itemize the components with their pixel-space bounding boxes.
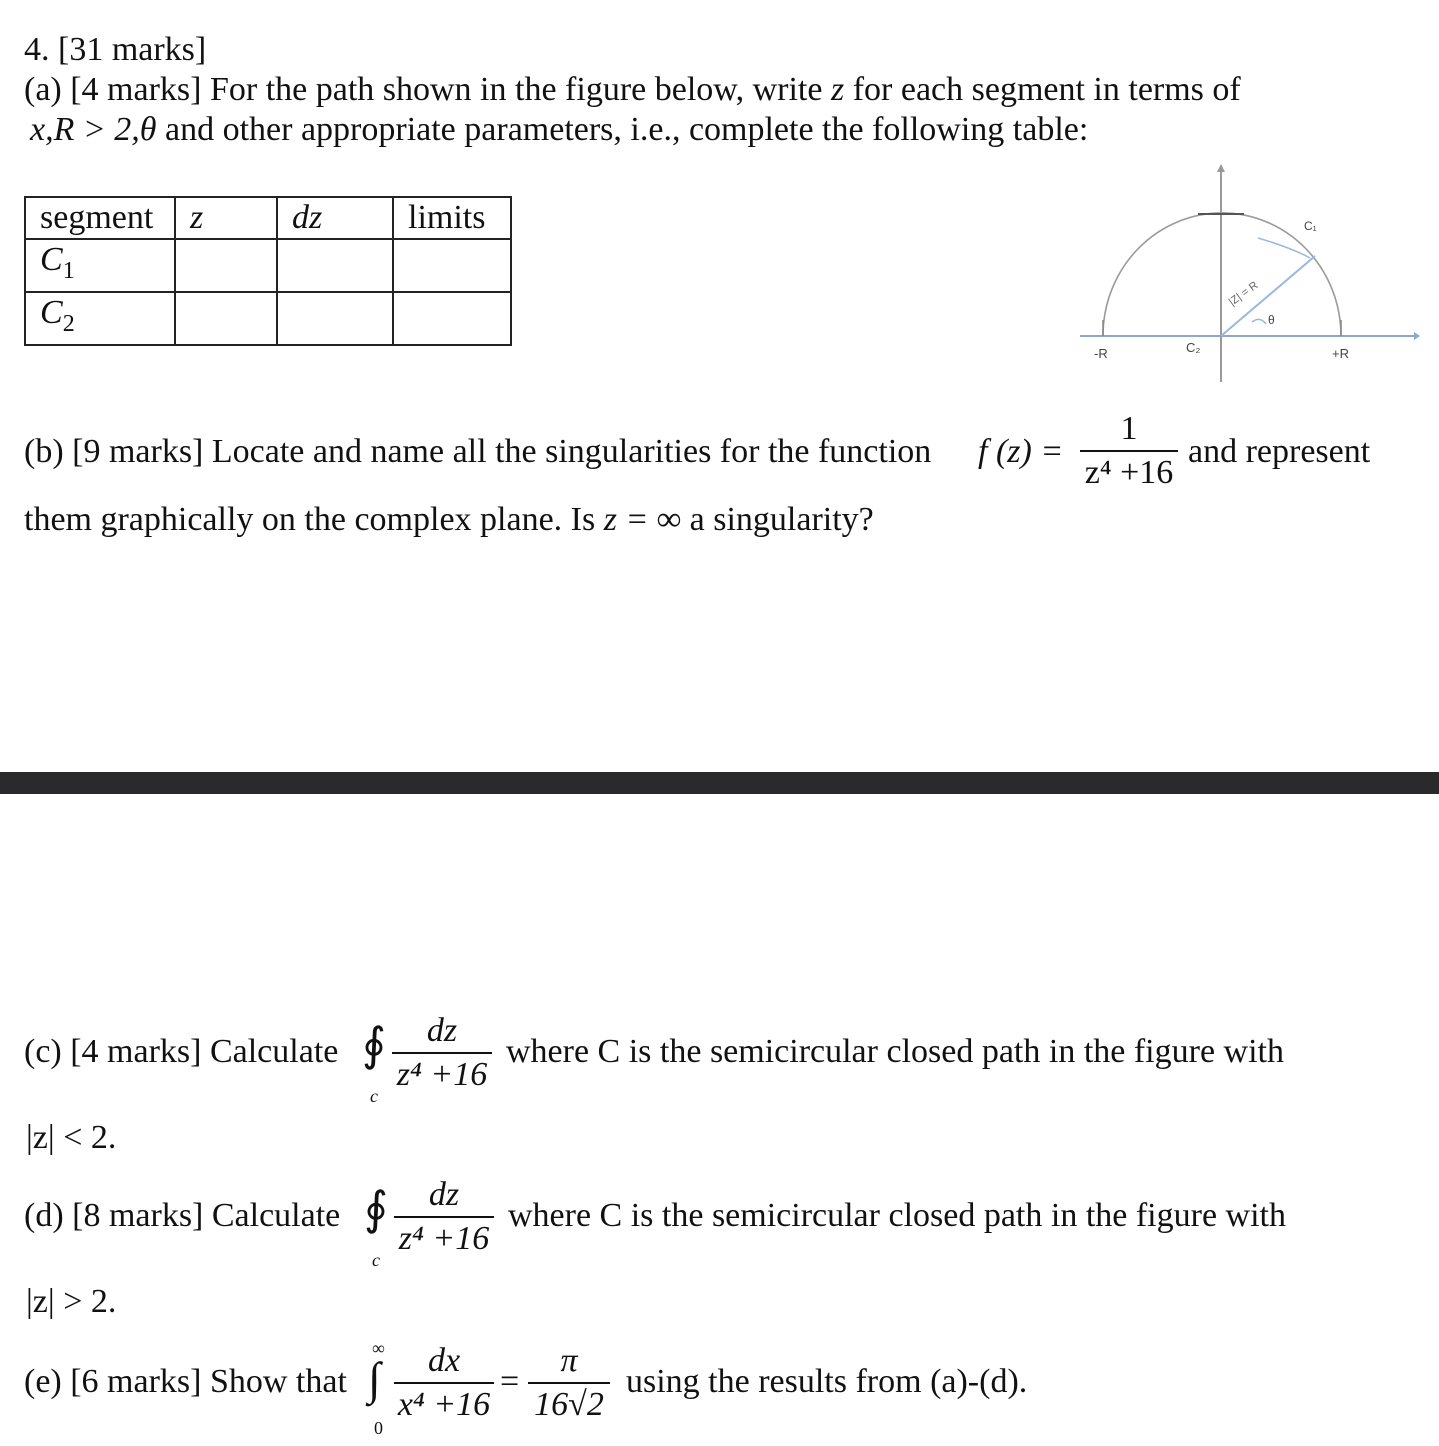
part-b-text-end: and represent — [1188, 433, 1371, 470]
imaginary-axis-arrow-icon — [1217, 164, 1225, 172]
part-a-line2 — [30, 110, 1088, 150]
label-radius: |Z| = R — [1226, 279, 1261, 309]
part-b-line2-text: them graphically on the complex plane. Is — [24, 501, 596, 538]
fraction-numerator: dz — [428, 1176, 460, 1213]
row-label-c2: $C_2$ — [25, 292, 175, 345]
part-a-text: (a) [4 marks] For the path shown in the figure below, write — [24, 71, 823, 108]
part-c-condition: |z| < 2. — [26, 1119, 117, 1156]
fraction-numerator: π — [560, 1342, 578, 1379]
fraction-numerator: dz — [426, 1012, 458, 1049]
label-c2: C₂ — [1186, 340, 1201, 355]
part-d-condition: |z| > 2. — [26, 1283, 117, 1320]
header-segment: segment — [25, 197, 175, 239]
table-header-row — [25, 197, 511, 239]
label-theta: θ — [1268, 313, 1275, 327]
header-z: z — [175, 197, 277, 239]
part-a-text-end: for each segment in terms of — [852, 71, 1241, 108]
real-axis-arrow-icon — [1414, 332, 1420, 340]
part-e-upper-limit: ∞ — [372, 1338, 385, 1358]
part-a-line1 — [24, 70, 1241, 110]
fraction-denominator: z⁴ +16 — [1084, 454, 1174, 491]
part-b-line2-end: a singularity? — [689, 501, 874, 538]
contour-integral-icon: ∮ — [364, 1183, 388, 1234]
cell-empty[interactable] — [393, 292, 511, 345]
c1-direction-arrow — [1258, 238, 1310, 258]
integral-icon: ∫ — [368, 1353, 381, 1404]
row-label-c1: $C_1$ — [25, 239, 175, 292]
part-a-z: z — [830, 71, 845, 108]
table-row — [25, 292, 511, 345]
fraction-numerator: 1 — [1120, 410, 1138, 447]
part-b-line2 — [24, 500, 874, 540]
theta-arc — [1252, 319, 1266, 324]
cell-empty[interactable] — [277, 239, 393, 292]
page-divider — [0, 772, 1439, 794]
part-e-equals: = — [500, 1363, 520, 1400]
header-dz: dz — [277, 197, 393, 239]
part-c-text: (c) [4 marks] Calculate — [24, 1033, 339, 1070]
label-minus-r: -R — [1094, 346, 1108, 361]
part-e-text: (e) [6 marks] Show that — [24, 1363, 347, 1400]
part-c-text-end: where C is the semicircular closed path in the figure with — [506, 1033, 1284, 1070]
cell-empty[interactable] — [175, 239, 277, 292]
part-d-subscript: c — [372, 1250, 380, 1270]
fraction-denominator: 16√2 — [534, 1386, 604, 1423]
table-row — [25, 239, 511, 292]
fraction-denominator: x⁴ +16 — [397, 1386, 491, 1423]
contour-integral-icon: ∮ — [362, 1019, 386, 1070]
part-c-fraction — [392, 1012, 492, 1094]
part-e-fraction — [394, 1342, 494, 1424]
part-d-fraction — [394, 1176, 494, 1258]
part-e-rhs-fraction — [528, 1342, 610, 1424]
part-e-lower-limit: 0 — [374, 1418, 383, 1438]
cell-empty[interactable] — [175, 292, 277, 345]
segment-table — [24, 196, 512, 346]
part-a-vars: x,R > 2,θ — [30, 111, 157, 148]
label-c1: C₁ — [1304, 219, 1317, 233]
part-e-text-end: using the results from (a)-(d). — [626, 1363, 1028, 1400]
part-d-text: (d) [8 marks] Calculate — [24, 1197, 341, 1234]
fraction-denominator: z⁴ +16 — [398, 1220, 490, 1257]
part-b-function: f (z) = — [978, 433, 1064, 470]
cell-empty[interactable] — [393, 239, 511, 292]
label-plus-r: +R — [1332, 346, 1349, 361]
question-header: 4. [31 marks] — [24, 31, 207, 68]
part-b-text: (b) [9 marks] Locate and name all the singularities for the function — [24, 433, 932, 470]
part-b-infinity: z = ∞ — [603, 501, 682, 538]
cell-empty[interactable] — [277, 292, 393, 345]
fraction-numerator: dx — [427, 1342, 461, 1379]
part-a-text-2: and other appropriate parameters, i.e., complete the following table: — [165, 111, 1089, 148]
semicircle-contour-figure — [1080, 160, 1420, 390]
part-d-text-end: where C is the semicircular closed path in the figure with — [508, 1197, 1286, 1234]
part-c-subscript: c — [370, 1086, 378, 1106]
fraction-denominator: z⁴ +16 — [396, 1056, 488, 1093]
part-b-fraction — [1080, 410, 1178, 492]
header-limits: limits — [393, 197, 511, 239]
